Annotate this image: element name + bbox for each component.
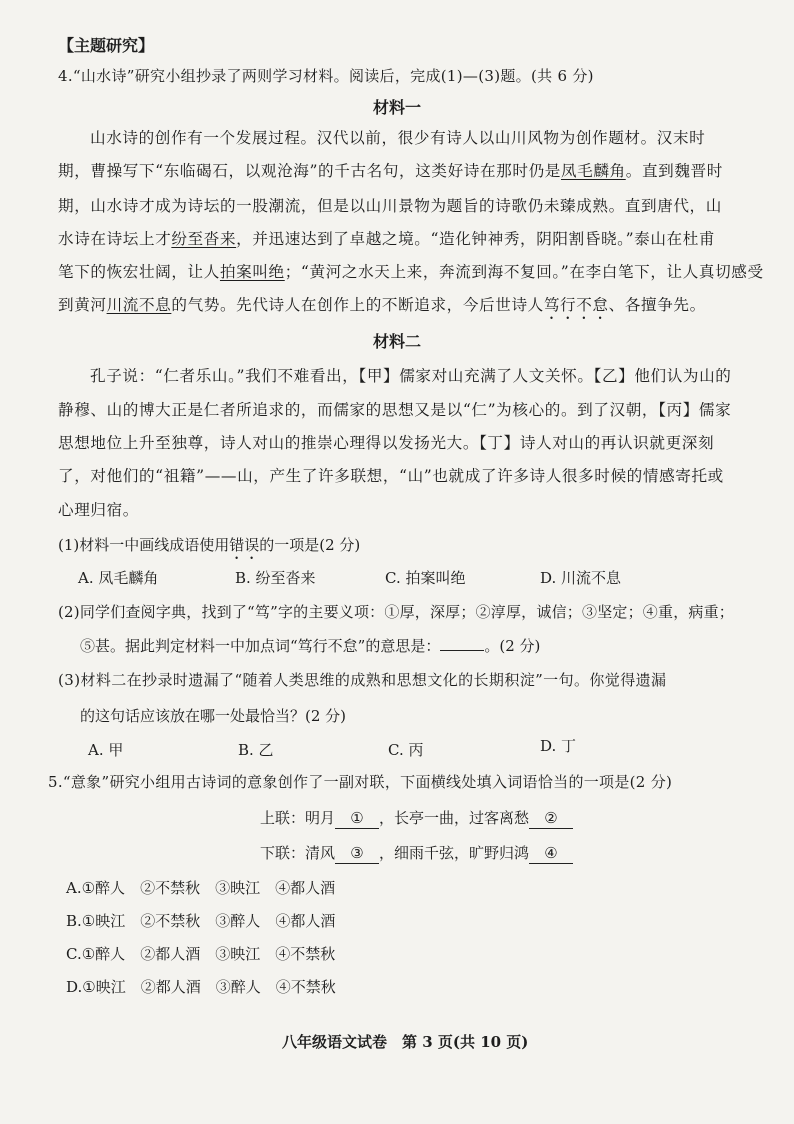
material1-line: 到黄河川流不息的气势。先代诗人在创作上的不断追求，今后世诗人笃行不怠、各擅争先。 <box>58 296 706 314</box>
q4-sub2-line: ⑤甚。据此判定材料一中加点词“笃行不怠”的意思是： 。(2 分) <box>80 637 541 655</box>
option-a[interactable]: A. 凤毛麟角 <box>78 569 159 587</box>
option-b[interactable]: B. 纷至沓来 <box>235 569 316 587</box>
q5-stem: 5.“意象”研究小组用古诗词的意象创作了一副对联，下面横线处填入词语恰当的一项是(2 分) <box>48 773 673 791</box>
idiom-underlined: 川流不息 <box>106 296 172 314</box>
q5-option[interactable]: C.①醉人 ②都人酒 ③映江 ④不禁秋 <box>66 945 336 963</box>
q5-option[interactable]: A.①醉人 ②不禁秋 ③映江 ④都人酒 <box>66 879 336 897</box>
option-c[interactable]: C. 拍案叫绝 <box>385 569 466 587</box>
idiom-underlined: 凤毛麟角 <box>560 162 626 180</box>
option-b[interactable]: B. 乙 <box>238 741 274 759</box>
q5-option[interactable]: B.①映江 ②不禁秋 ③醉人 ④都人酒 <box>66 912 336 930</box>
material1-line: 笔下的恢宏壮阔，让人拍案叫绝；“黄河之水天上来，奔流到海不复回。”在李白笔下，让人真切感受 <box>58 263 764 281</box>
material2-line: 心理归宿。 <box>58 501 139 519</box>
option-d[interactable]: D. 川流不息 <box>540 569 622 587</box>
material1-line: 水诗在诗坛上才纷至沓来，并迅速达到了卓越之境。“造化钟神秀，阴阳割昏晓。”泰山在杜甫 <box>58 230 716 248</box>
dotted-phrase: 笃行不怠 <box>543 296 609 314</box>
material2-line: 静穆、山的博大正是仁者所追求的，而儒家的思想又是以“仁”为核心的。到了汉朝，【丙】儒家 <box>58 401 732 419</box>
idiom-underlined: 拍案叫绝 <box>219 263 285 281</box>
q4-intro: 4.“山水诗”研究小组抄录了两则学习材料。阅读后，完成(1)—(3)题。(共 6 分) <box>58 67 594 85</box>
section-tag: 【主题研究】 <box>58 36 155 55</box>
q5-option[interactable]: D.①映江 ②都人酒 ③醉人 ④不禁秋 <box>66 978 336 996</box>
material1-line: 期，曹操写下“东临碣石，以观沧海”的千古名句，这类好诗在那时仍是凤毛麟角。直到魏晋时 <box>58 162 723 180</box>
material2-line: 孔子说：“仁者乐山。”我们不难看出，【甲】儒家对山充满了人文关怀。【乙】他们认为山的 <box>90 367 732 385</box>
material1-title: 材料一 <box>373 98 422 117</box>
material1-line: 期，山水诗才成为诗坛的一股潮流，但是以山川景物为题旨的诗歌仍未臻成熟。直到唐代，山 <box>58 197 722 215</box>
couplet-upper: 上联：明月 ① ，长亭一曲，过客离愁 ② <box>260 808 573 829</box>
q4-sub2-line: (2)同学们查阅字典，找到了“笃”字的主要义项：①厚，深厚；②淳厚，诚信；③坚定；④重，病重； <box>58 603 734 621</box>
blank-2[interactable]: ② <box>529 808 573 829</box>
blank-4[interactable]: ④ <box>529 843 573 864</box>
answer-blank[interactable] <box>440 636 484 651</box>
material2-line: 了，对他们的“祖籍”——山，产生了许多联想，“山”也就成了许多诗人很多时候的情感寄托或 <box>58 467 724 485</box>
option-c[interactable]: C. 丙 <box>388 741 424 759</box>
page-footer: 八年级语文试卷 第 3 页(共 10 页) <box>282 1033 529 1051</box>
q4-sub1-stem: (1)材料一中画线成语使用错误的一项是(2 分) <box>58 536 361 554</box>
option-d[interactable]: D. 丁 <box>540 737 577 755</box>
idiom-underlined: 纷至沓来 <box>171 230 237 248</box>
material2-title: 材料二 <box>373 332 422 351</box>
q4-sub3-line: (3)材料二在抄录时遗漏了“随着人类思维的成熟和思想文化的长期积淀”一句。你觉得遗漏 <box>58 671 667 689</box>
couplet-lower: 下联：清风 ③ ，细雨千弦，旷野归鸿 ④ <box>260 843 573 864</box>
option-a[interactable]: A. 甲 <box>88 741 124 759</box>
material1-line: 山水诗的创作有一个发展过程。汉代以前，很少有诗人以山川风物为创作题材。汉末时 <box>90 129 706 147</box>
blank-3[interactable]: ③ <box>335 843 379 864</box>
q4-sub3-line: 的这句话应该放在哪一处最恰当？(2 分) <box>80 707 347 725</box>
material2-line: 思想地位上升至独尊，诗人对山的推崇心理得以发扬光大。【丁】诗人对山的再认识就更深刻 <box>58 434 715 452</box>
blank-1[interactable]: ① <box>335 808 379 829</box>
